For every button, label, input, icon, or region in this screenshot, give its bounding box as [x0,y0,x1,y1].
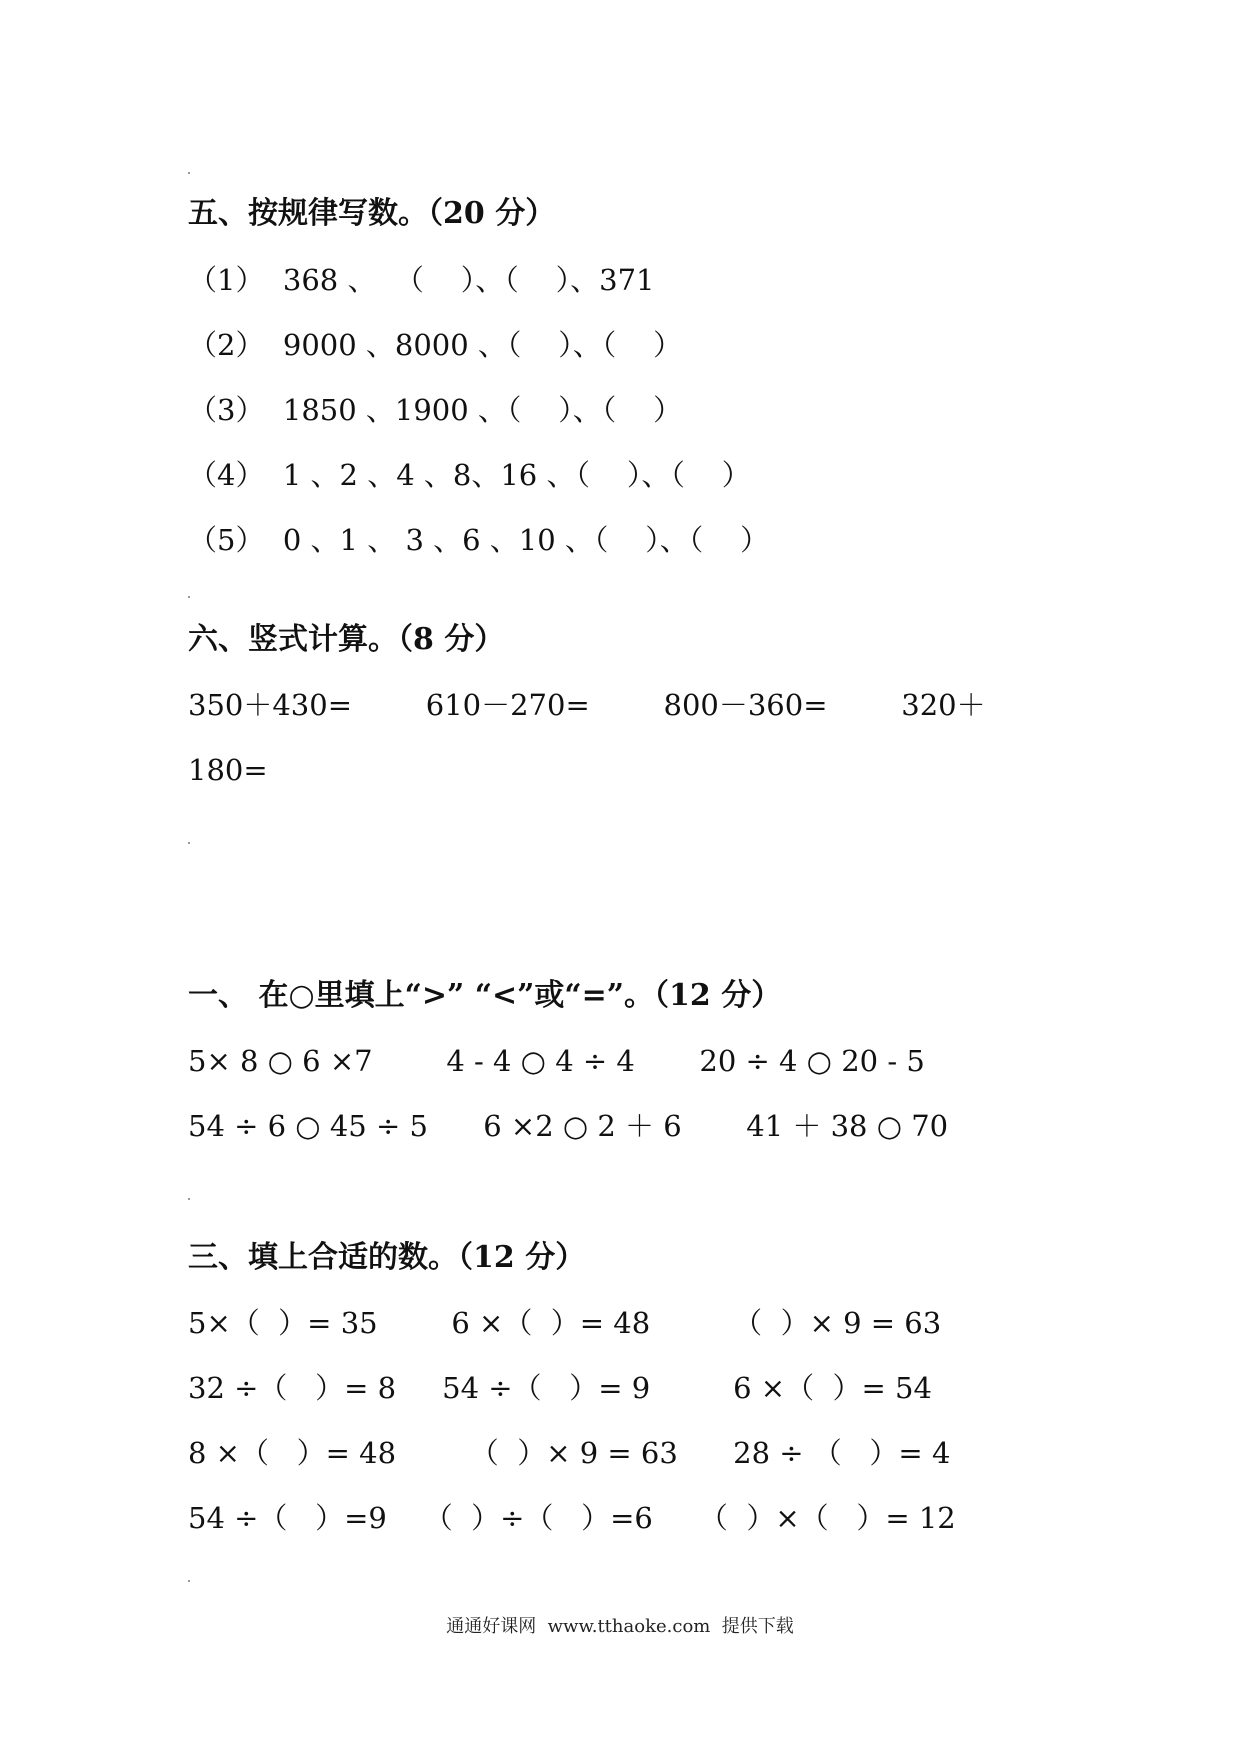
section-3-row-2: 32 ÷（ ）= 8 54 ÷（ ）= 9 6 ×（ ）= 54 [188,1371,932,1405]
section-6-row-2: 180= [188,753,268,787]
section-3-row-3: 8 ×（ ）= 48 （ ）× 9 = 63 28 ÷ （ ）= 4 [188,1436,951,1470]
section-5-row-4: （4） 1 、2 、4 、8、16 、（ ）、（ ） [188,458,751,492]
section-5-title: 五、按规律写数。（20 分） [188,196,556,231]
paragraph-marker [188,1580,190,1582]
section-1-row-2: 54 ÷ 6 ○ 45 ÷ 5 6 ×2 ○ 2 ＋ 6 41 ＋ 38 ○ 70 [188,1109,949,1143]
paragraph-marker [188,1198,190,1200]
section-3-row-4: 54 ÷（ ）=9 （ ）÷（ ）=6 （ ）×（ ）= 12 [188,1501,956,1535]
section-5-row-5: （5） 0 、1 、 3 、6 、10 、（ ）、（ ） [188,523,770,557]
section-1-row-1: 5× 8 ○ 6 ×7 4 - 4 ○ 4 ÷ 4 20 ÷ 4 ○ 20 - 5 [188,1044,925,1078]
section-5-row-2: （2） 9000 、8000 、（ ）、（ ） [188,328,683,362]
section-1-title: 一、 在○里填上“>” “<”或“=”。（12 分） [188,978,782,1013]
section-5-row-3: （3） 1850 、1900 、（ ）、（ ） [188,393,683,427]
footer-text: 通通好课网 www.tthaoke.com 提供下载 [446,1616,794,1637]
section-3-title: 三、填上合适的数。（12 分） [188,1240,586,1275]
section-3-row-1: 5×（ ）= 35 6 ×（ ）= 48 （ ）× 9 = 63 [188,1306,942,1340]
section-6-row-1: 350＋430= 610－270= 800－360= 320＋ [188,688,986,722]
section-5-row-1: （1） 368 、 （ ）、（ ）、371 [188,263,655,297]
paragraph-marker [188,596,190,598]
paragraph-marker [188,172,190,174]
paragraph-marker [188,842,190,844]
section-6-title: 六、竖式计算。（8 分） [188,622,505,657]
